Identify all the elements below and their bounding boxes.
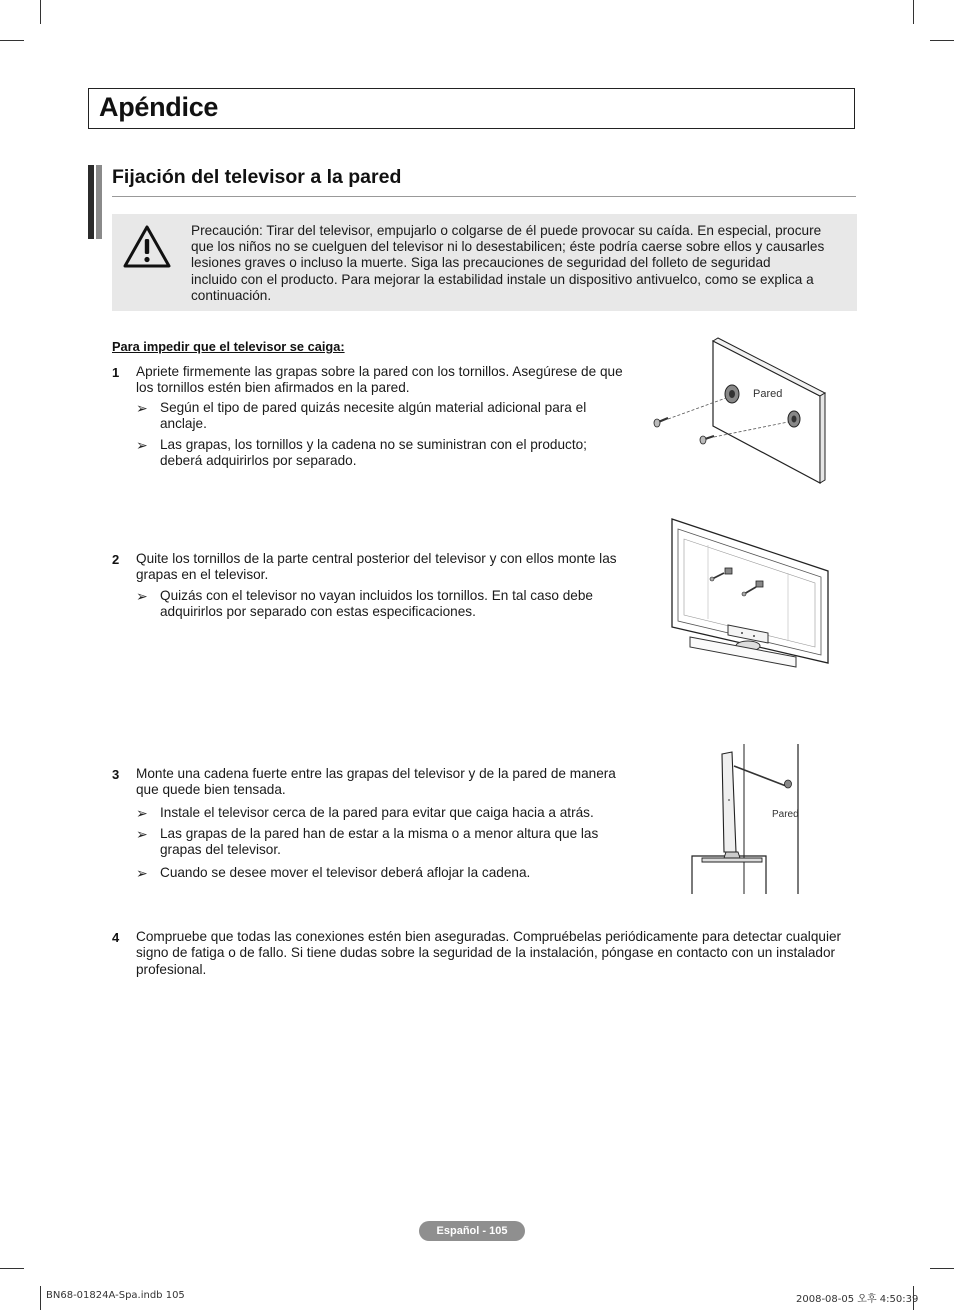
- arrow-bullet-icon: ➢: [136, 805, 148, 821]
- subheading: Para impedir que el televisor se caiga:: [112, 339, 345, 354]
- tv-chain-illustration: [688, 740, 808, 896]
- arrow-bullet-icon: ➢: [136, 400, 148, 416]
- note-text: [160, 805, 630, 821]
- arrow-bullet-icon: ➢: [136, 826, 148, 842]
- crop-mark: [930, 40, 954, 41]
- step-text: [136, 551, 636, 584]
- note-text: [160, 588, 630, 621]
- footer-timestamp: 2008-08-05 오후 4:50:39: [796, 1294, 919, 1305]
- caution-box: [112, 214, 857, 311]
- note-line: Quizás con el televisor no vayan incluidos los tornillos. En tal caso debe: [160, 588, 593, 603]
- step-line: signo de fatiga o de fallo. Si tiene dudas sobre la seguridad de la instalación, póngase en contacto con un instalador: [136, 945, 836, 961]
- note-text: [160, 865, 630, 881]
- step-line: grapas en el televisor.: [136, 567, 269, 583]
- step-number: 4: [112, 930, 120, 945]
- caution-line: incluido con el producto. Para mejorar la estabilidad instale un dispositivo antivuelco, como se explica a: [191, 271, 814, 287]
- section-divider: [112, 196, 856, 197]
- note-line: adquirirlos por separado con estas especificaciones.: [160, 604, 476, 620]
- step-line: Quite los tornillos de la parte central posterior del televisor y con ellos monte las: [136, 551, 617, 566]
- section-bar: [88, 165, 94, 239]
- crop-mark: [40, 0, 41, 24]
- note-text: [160, 400, 630, 433]
- step-line: Monte una cadena fuerte entre las grapas del televisor y de la pared de manera: [136, 766, 616, 781]
- wall-bracket-illustration: [648, 336, 828, 486]
- note-line: Las grapas, los tornillos y la cadena no se suministran con el producto;: [160, 437, 587, 452]
- chapter-title: Apéndice: [99, 92, 219, 122]
- note-line: Las grapas de la pared han de estar a la misma o a menor altura que las: [160, 826, 599, 841]
- screw-icon: [654, 418, 668, 427]
- step-number: 1: [112, 365, 120, 380]
- crop-mark: [0, 1268, 24, 1269]
- arrow-bullet-icon: ➢: [136, 865, 148, 881]
- step-line: profesional.: [136, 961, 207, 977]
- step-text: [136, 766, 636, 799]
- step-text: [136, 929, 861, 978]
- note-line: Instale el televisor cerca de la pared para evitar que caiga hacia a atrás.: [160, 805, 594, 820]
- caution-line: continuación.: [191, 287, 272, 303]
- note-line: grapas del televisor.: [160, 842, 281, 858]
- caution-line: lesiones graves o incluso la muerte. Siga las precauciones de seguridad del folleto de seguridad: [191, 255, 771, 271]
- wall-label: Pared: [753, 388, 783, 400]
- section-title: Fijación del televisor a la pared: [112, 166, 402, 188]
- note-text: [160, 826, 630, 859]
- step-line: los tornillos estén bien afirmados en la pared.: [136, 380, 410, 396]
- section-bar-accent: [96, 165, 102, 239]
- arrow-bullet-icon: ➢: [136, 437, 148, 453]
- tv-back-illustration: [668, 515, 834, 673]
- warning-triangle-icon: [122, 224, 172, 269]
- note-line: Según el tipo de pared quizás necesite algún material adicional para el: [160, 400, 587, 415]
- step-number: 2: [112, 552, 120, 567]
- step-line: Apriete firmemente las grapas sobre la pared con los tornillos. Asegúrese de que: [136, 364, 623, 379]
- bracket-icon: [785, 780, 792, 788]
- chapter-title-box: [88, 88, 855, 129]
- crop-mark: [913, 0, 914, 24]
- crop-mark: [40, 1286, 41, 1310]
- arrow-bullet-icon: ➢: [136, 588, 148, 604]
- note-line: Cuando se desee mover el televisor deberá aflojar la cadena.: [160, 865, 531, 880]
- caution-text: [191, 223, 846, 304]
- page-number-badge: Español - 105: [419, 1221, 525, 1241]
- note-line: anclaje.: [160, 416, 207, 432]
- step-text: [136, 364, 636, 397]
- screw-icon: [700, 436, 714, 444]
- note-line: deberá adquirirlos por separado.: [160, 453, 357, 469]
- step-line: que quede bien tensada.: [136, 782, 286, 798]
- wall-label: Pared: [772, 809, 799, 820]
- crop-mark: [0, 40, 24, 41]
- step-line: Compruebe que todas las conexiones estén bien aseguradas. Compruébelas periódicamente para detectar cualquier: [136, 929, 842, 944]
- note-text: [160, 437, 630, 470]
- caution-line: que los niños no se cuelguen del televisor ni lo desestabilicen; éste podría caerse sobre ellos y causarles: [191, 239, 825, 255]
- crop-mark: [930, 1268, 954, 1269]
- caution-line: Precaución: Tirar del televisor, empujarlo o colgarse de él puede provocar su caída. En especial, procure: [191, 223, 822, 238]
- footer-file-name: BN68-01824A-Spa.indb 105: [46, 1290, 185, 1301]
- step-number: 3: [112, 767, 120, 782]
